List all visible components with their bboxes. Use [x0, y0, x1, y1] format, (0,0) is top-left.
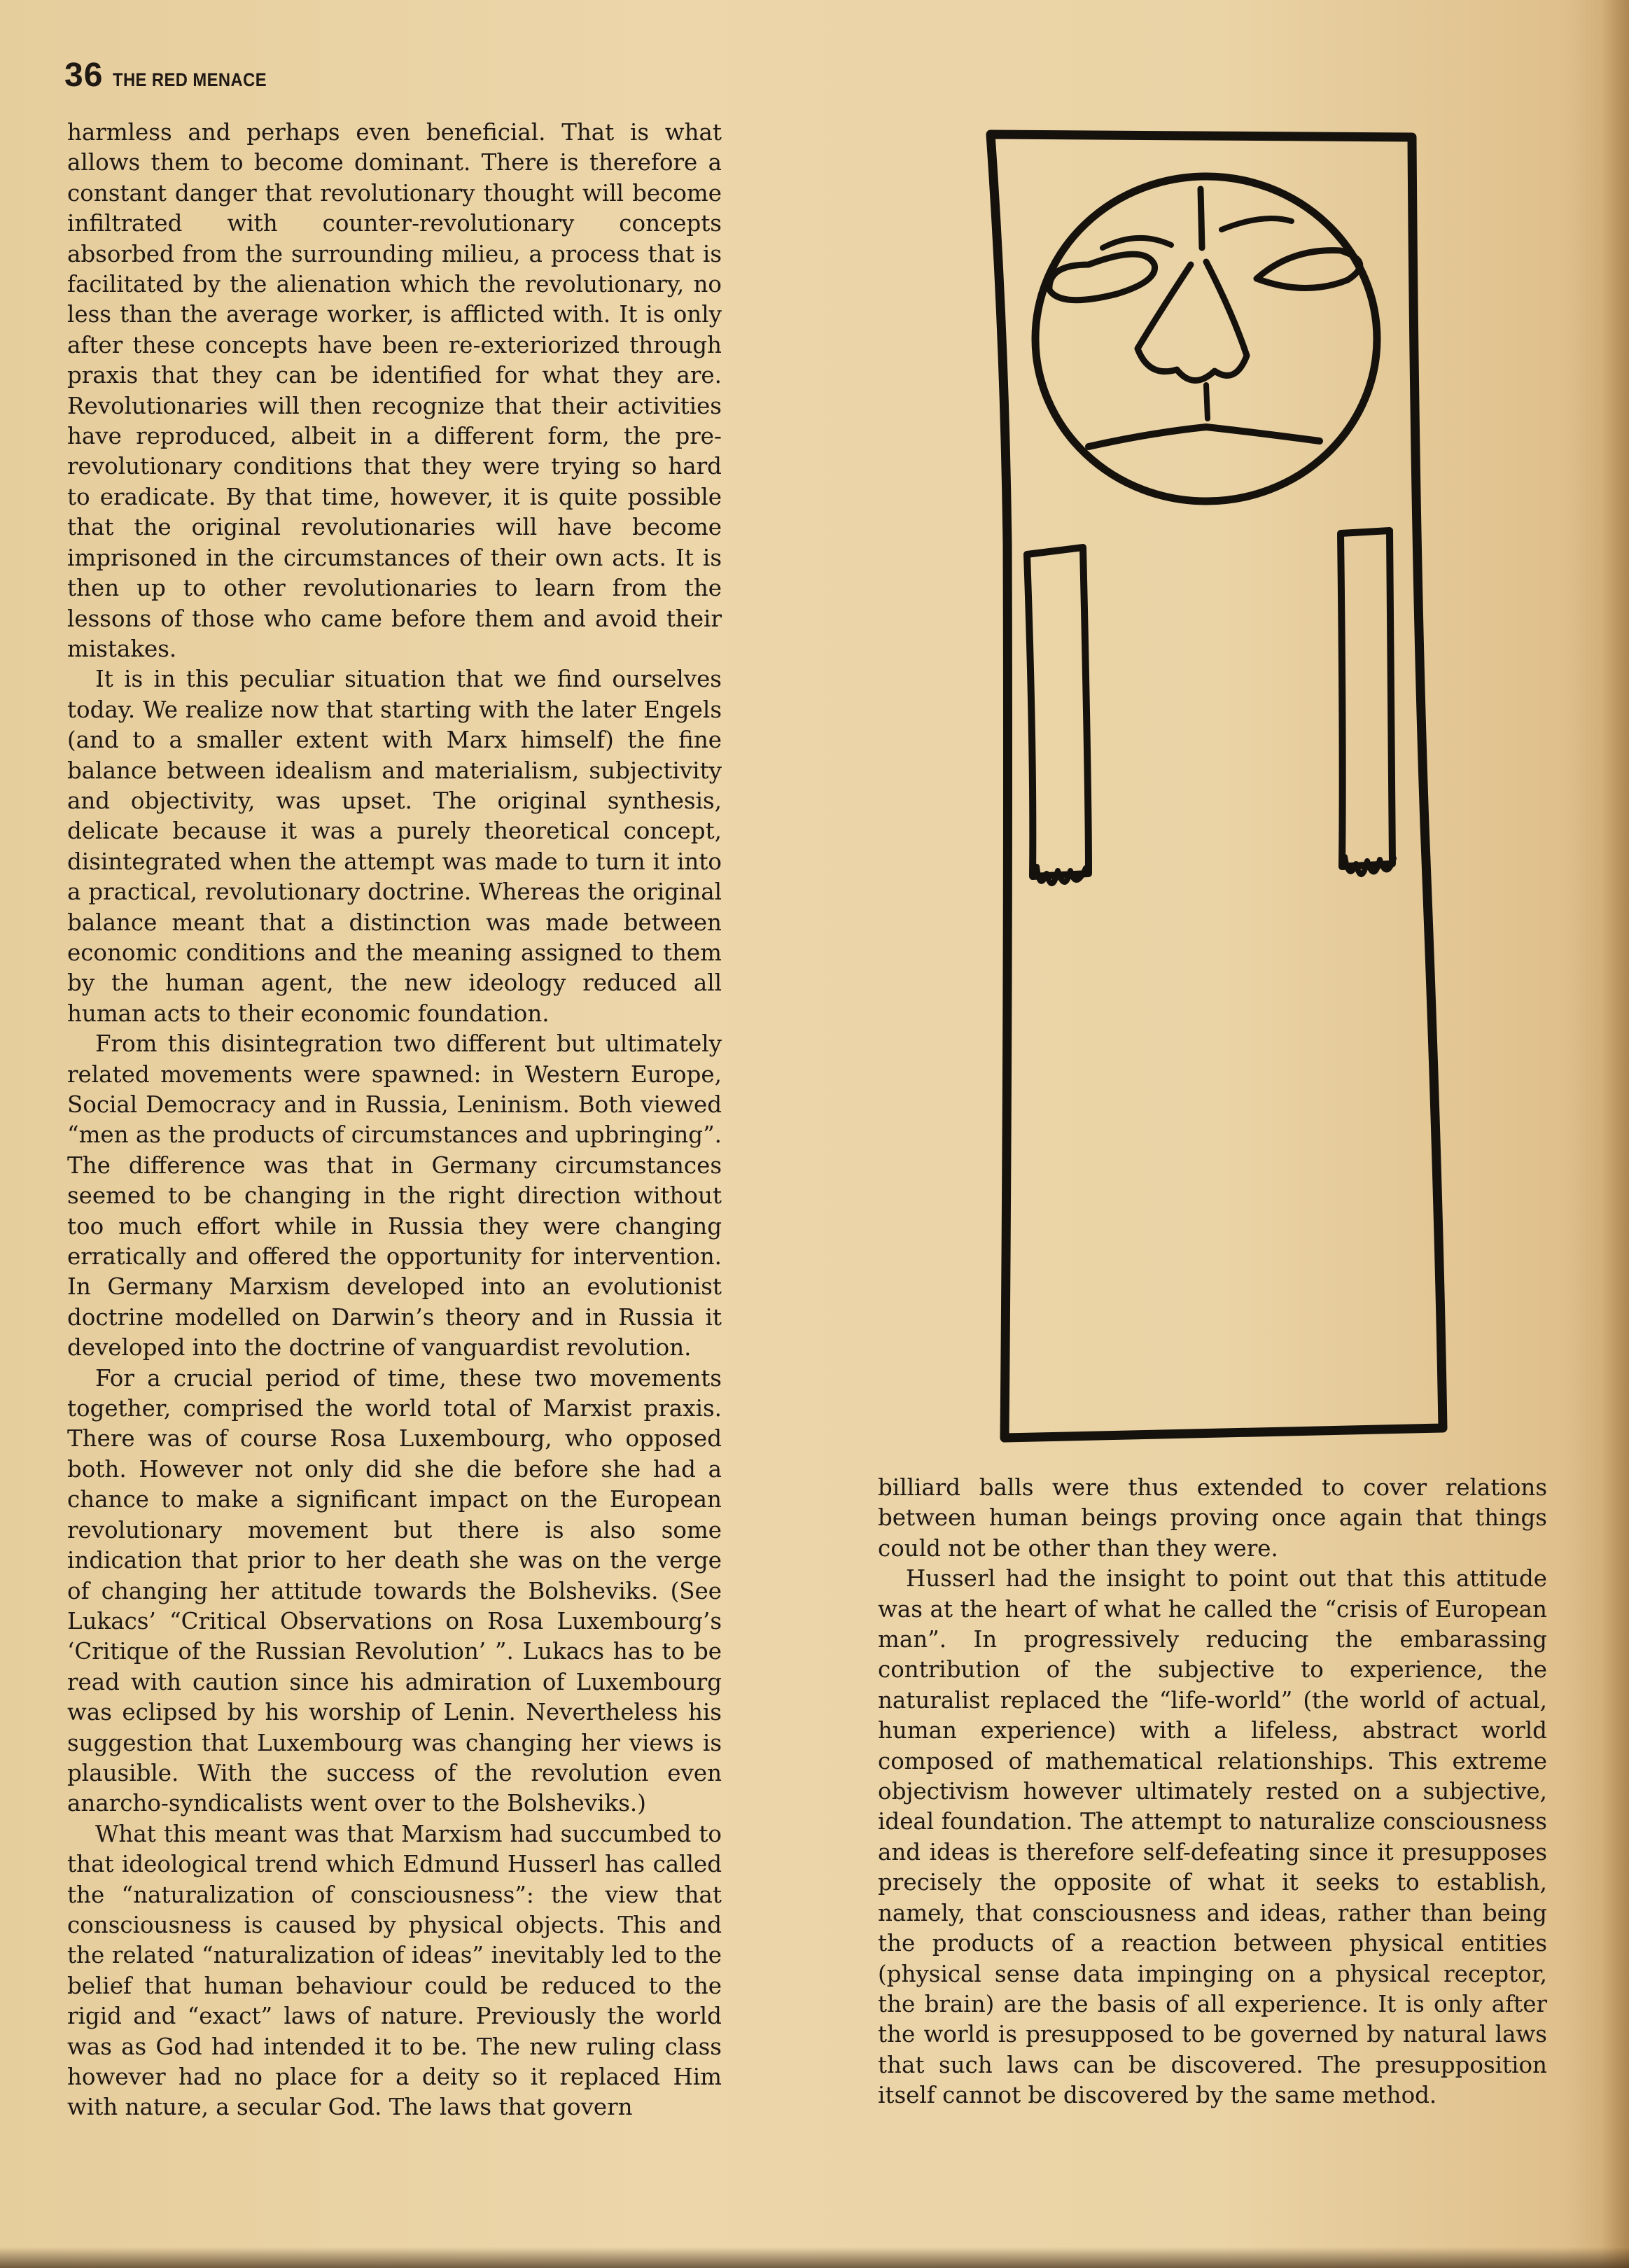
paragraph: What this meant was that Marxism had succumbed to that ideological trend which Edmund Husserl has called the “naturalization of consciousness”: the view that consciousness is caused by physical objects. This and the related “naturalization of ideas” inevitably led to the belief that human behaviour could be reduced to the rigid and “exact” laws of nature. Previously the world was as God had intended it to be. The new ruling class however had no place for a deity so it replaced Him with nature, a secular God. The laws that govern	[67, 1820, 722, 2121]
mouth	[1089, 427, 1320, 447]
figure-drawing-icon	[984, 125, 1460, 1448]
page-spine-shadow	[1601, 0, 1629, 2268]
paragraph: billiard balls were thus extended to cover relations between human beings proving once again that things could not be other than they were.	[878, 1474, 1547, 1562]
head-circle	[1035, 176, 1377, 501]
left-arm	[1027, 547, 1089, 876]
page-number: 36	[64, 57, 104, 94]
paragraph: For a crucial period of time, these two movements together, comprised the world total of Marxist praxis. There was of course Rosa Luxembourg, who opposed both. However not only did she die before she had a chance to make a significant impact on the European revolutionary movement but there is also some indication that prior to her death she was on the verge of changing her attitude towards the Bolsheviks. (See Lukacs’ “Critical Observations on Rosa Luxembourg’s ‘Critique of the Russian Revolution’ ”. Lukacs has to be read with caution since his admiration of Luxembourg was eclipsed by his worship of Lenin. Nevertheless his suggestion that Luxembourg was changing her views is plausible. With the success of the revolution even anarcho-syndicalists went over to the Bolsheviks.)	[67, 1364, 722, 1817]
left-eye	[1049, 254, 1155, 300]
paragraph: Husserl had the insight to point out that this attitude was at the heart of what he called the “crisis of European man”. In progressively reducing the embarassing contribution of the subjective to experience, the naturalist replaced the “life-world” (the world of actual, human experience) with a lifeless, abstract world composed of mathematical relationships. This extreme objectivism however ultimately rested on a subjective, ideal foundation. The attempt to naturalize consciousness and ideas is therefore self-defeating since it presupposes precisely the opposite of what it seeks to establish, namely, that consciousness and ideas, rather than being the products of a reaction between physical entities (physical sense data impinging on a physical receptor, the brain) are the basis of all experience. It is only after the world is presupposed to be governed by natural laws that such laws can be discovered. The presupposition itself cannot be discovered by the same method.	[878, 1565, 1547, 2109]
right-text-column	[878, 1473, 1547, 2111]
right-arm	[1341, 531, 1392, 867]
right-eye	[1257, 251, 1360, 288]
paragraph: It is in this peculiar situation that we find ourselves today. We realize now that starting with the later Engels (and to a smaller extent with Marx himself) the fine balance between idealism and materialism, subjectivity and objectivity, was upset. The original synthesis, delicate because it was a purely theoretical concept, disintegrated when the attempt was made to turn it into a practical, revolutionary doctrine. Whereas the original balance meant that a distinction was made between economic conditions and the meaning assigned to them by the human agent, the new ideology reduced all human acts to their economic foundation.	[67, 666, 722, 1027]
paragraph: From this disintegration two different but ultimately related movements were spawned: in Western Europe, Social Democracy and in Russia, Leninism. Both viewed “men as the products of circumstances and upbringing”. The difference was that in Germany circumstances seemed to be changing in the right direction without too much effort while in Russia they were changing erratically and offered the opportunity for intervention. In Germany Marxism developed into an evolutionist doctrine modelled on Darwin’s theory and in Russia it developed into the doctrine of vanguardist revolution.	[67, 1030, 722, 1362]
page-bottom-edge	[0, 2247, 1629, 2268]
magazine-title: THE RED MENACE	[113, 69, 267, 90]
page-header	[64, 56, 288, 94]
paragraph: harmless and perhaps even beneficial. That is what allows them to become dominant. There is therefore a constant danger that revolutionary thought will become infiltrated with counter-revolutionary concepts absorbed from the surrounding milieu, a process that is facilitated by the alienation which the revolutionary, no less than the average worker, is afflicted with. It is only after these concepts have been re-exteriorized through praxis that they can be identified for what they are. Revolutionaries will then recognize that their activities have reproduced, albeit in a different form, the pre-revolutionary conditions that they were trying so hard to eradicate. By that time, however, it is quite possible that the original revolutionaries will have become imprisoned in the circumstances of their own acts. It is then up to other revolutionaries to learn from the lessons of those who came before them and avoid their mistakes.	[67, 119, 722, 662]
left-text-column	[67, 118, 722, 2123]
nose	[1138, 262, 1247, 381]
